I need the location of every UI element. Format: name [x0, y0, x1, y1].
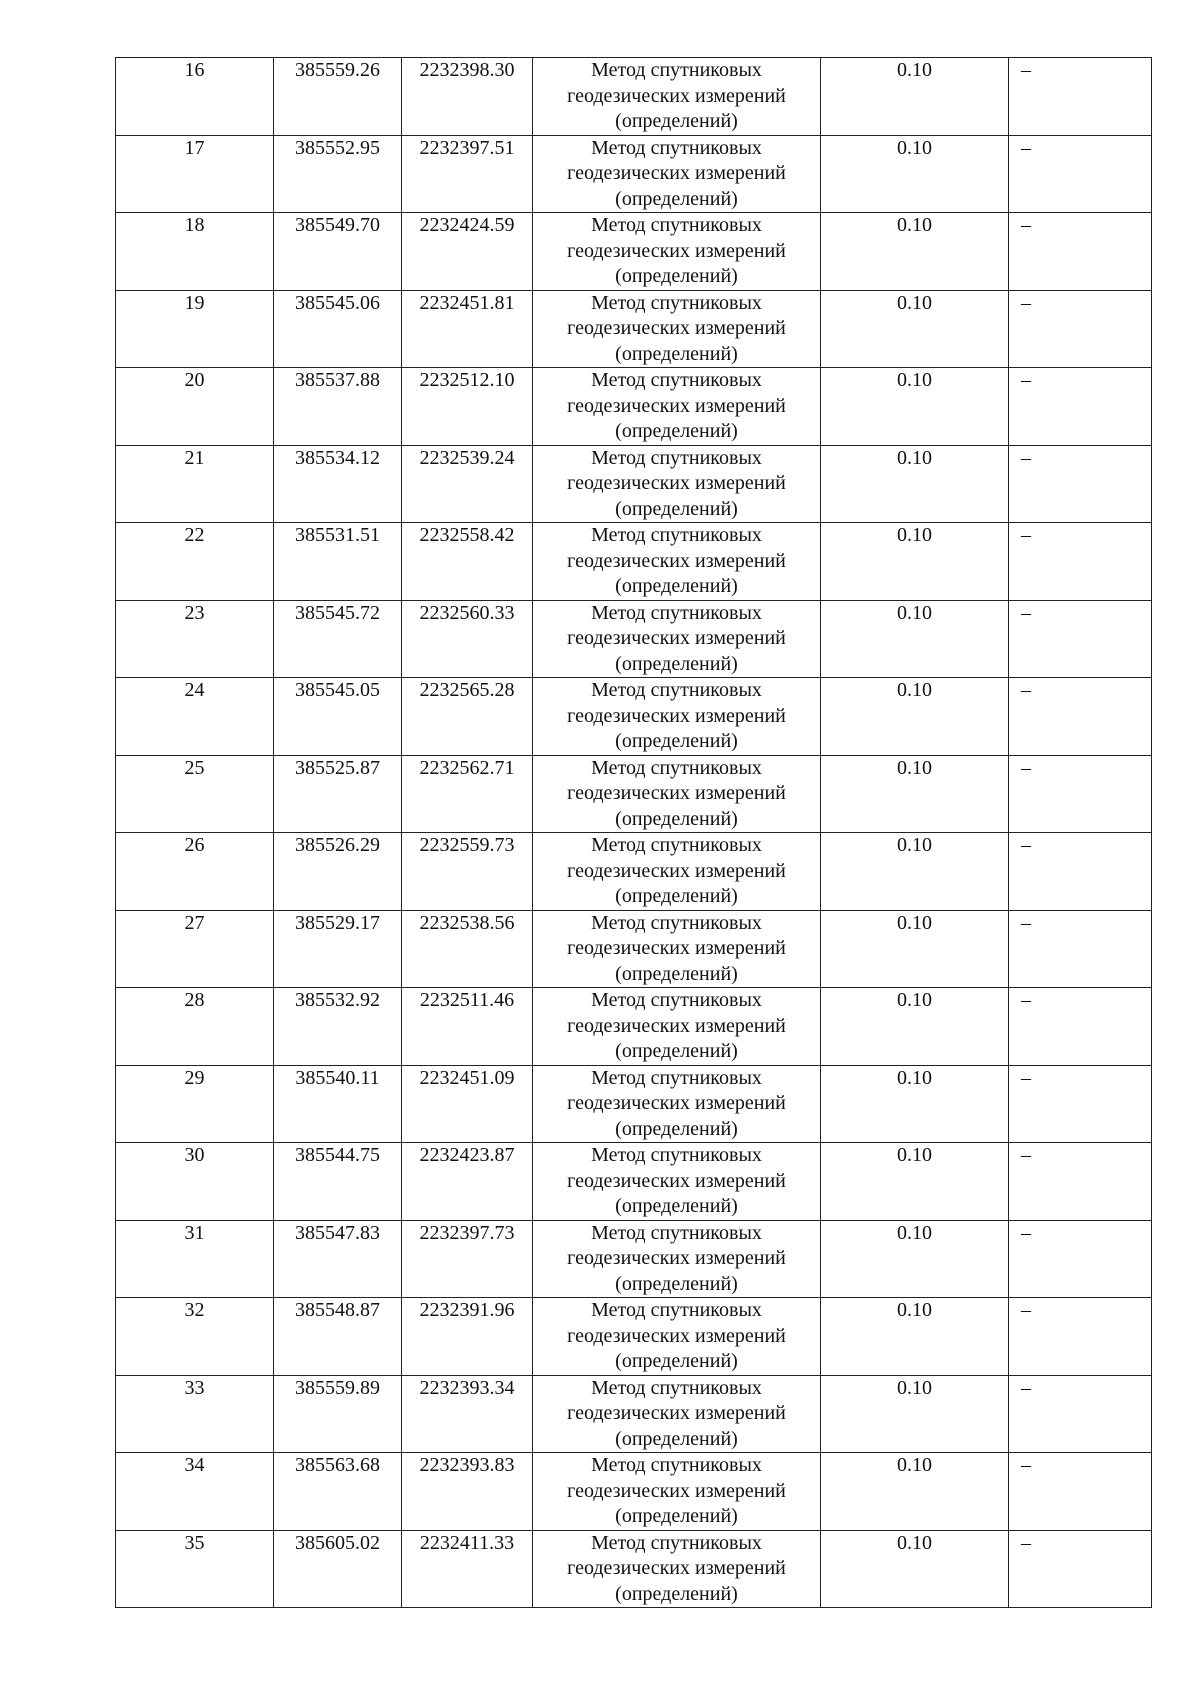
table-row	[116, 755, 1152, 833]
accuracy-cell: 0.10	[821, 988, 1009, 1066]
method-cell: Метод спутниковых геодезических измерений (определений)	[533, 1143, 821, 1221]
y-coordinate-cell: 2232538.56	[402, 910, 533, 988]
y-coordinate-cell: 2232398.30	[402, 58, 533, 136]
note-cell: –	[1009, 290, 1152, 368]
table-row	[116, 678, 1152, 756]
table-row	[116, 910, 1152, 988]
note-cell: –	[1009, 1375, 1152, 1453]
point-number-cell: 21	[116, 445, 274, 523]
table-row	[116, 1453, 1152, 1531]
y-coordinate-cell: 2232424.59	[402, 213, 533, 291]
accuracy-cell: 0.10	[821, 1375, 1009, 1453]
point-number-cell: 33	[116, 1375, 274, 1453]
y-coordinate-cell: 2232397.73	[402, 1220, 533, 1298]
x-coordinate-cell: 385532.92	[274, 988, 402, 1066]
note-cell: –	[1009, 988, 1152, 1066]
x-coordinate-cell: 385549.70	[274, 213, 402, 291]
accuracy-cell: 0.10	[821, 445, 1009, 523]
point-number-cell: 18	[116, 213, 274, 291]
accuracy-cell: 0.10	[821, 755, 1009, 833]
point-number-cell: 26	[116, 833, 274, 911]
note-cell: –	[1009, 678, 1152, 756]
note-cell: –	[1009, 1298, 1152, 1376]
method-cell: Метод спутниковых геодезических измерений (определений)	[533, 1375, 821, 1453]
method-cell: Метод спутниковых геодезических измерений (определений)	[533, 290, 821, 368]
note-cell: –	[1009, 910, 1152, 988]
method-cell: Метод спутниковых геодезических измерений (определений)	[533, 910, 821, 988]
y-coordinate-cell: 2232559.73	[402, 833, 533, 911]
accuracy-cell: 0.10	[821, 1220, 1009, 1298]
method-cell: Метод спутниковых геодезических измерений (определений)	[533, 678, 821, 756]
x-coordinate-cell: 385525.87	[274, 755, 402, 833]
y-coordinate-cell: 2232512.10	[402, 368, 533, 446]
method-cell: Метод спутниковых геодезических измерений (определений)	[533, 1530, 821, 1608]
accuracy-cell: 0.10	[821, 213, 1009, 291]
accuracy-cell: 0.10	[821, 368, 1009, 446]
note-cell: –	[1009, 213, 1152, 291]
method-cell: Метод спутниковых геодезических измерений (определений)	[533, 213, 821, 291]
coordinates-table	[115, 57, 1152, 1608]
accuracy-cell: 0.10	[821, 1530, 1009, 1608]
y-coordinate-cell: 2232393.34	[402, 1375, 533, 1453]
accuracy-cell: 0.10	[821, 135, 1009, 213]
note-cell: –	[1009, 1530, 1152, 1608]
accuracy-cell: 0.10	[821, 523, 1009, 601]
x-coordinate-cell: 385552.95	[274, 135, 402, 213]
y-coordinate-cell: 2232411.33	[402, 1530, 533, 1608]
point-number-cell: 25	[116, 755, 274, 833]
point-number-cell: 16	[116, 58, 274, 136]
method-cell: Метод спутниковых геодезических измерений (определений)	[533, 58, 821, 136]
method-cell: Метод спутниковых геодезических измерений (определений)	[533, 368, 821, 446]
point-number-cell: 31	[116, 1220, 274, 1298]
table-row	[116, 1298, 1152, 1376]
point-number-cell: 20	[116, 368, 274, 446]
table-row	[116, 600, 1152, 678]
table-row	[116, 135, 1152, 213]
point-number-cell: 19	[116, 290, 274, 368]
point-number-cell: 34	[116, 1453, 274, 1531]
note-cell: –	[1009, 368, 1152, 446]
method-cell: Метод спутниковых геодезических измерений (определений)	[533, 523, 821, 601]
accuracy-cell: 0.10	[821, 1298, 1009, 1376]
y-coordinate-cell: 2232560.33	[402, 600, 533, 678]
note-cell: –	[1009, 755, 1152, 833]
table-row	[116, 1220, 1152, 1298]
note-cell: –	[1009, 1453, 1152, 1531]
point-number-cell: 24	[116, 678, 274, 756]
method-cell: Метод спутниковых геодезических измерений (определений)	[533, 1065, 821, 1143]
accuracy-cell: 0.10	[821, 910, 1009, 988]
note-cell: –	[1009, 58, 1152, 136]
x-coordinate-cell: 385526.29	[274, 833, 402, 911]
accuracy-cell: 0.10	[821, 58, 1009, 136]
x-coordinate-cell: 385547.83	[274, 1220, 402, 1298]
table-row	[116, 1143, 1152, 1221]
table-row	[116, 58, 1152, 136]
y-coordinate-cell: 2232451.81	[402, 290, 533, 368]
y-coordinate-cell: 2232558.42	[402, 523, 533, 601]
y-coordinate-cell: 2232511.46	[402, 988, 533, 1066]
x-coordinate-cell: 385563.68	[274, 1453, 402, 1531]
method-cell: Метод спутниковых геодезических измерений (определений)	[533, 755, 821, 833]
x-coordinate-cell: 385559.26	[274, 58, 402, 136]
y-coordinate-cell: 2232423.87	[402, 1143, 533, 1221]
table-row	[116, 833, 1152, 911]
x-coordinate-cell: 385545.72	[274, 600, 402, 678]
accuracy-cell: 0.10	[821, 1143, 1009, 1221]
table-row	[116, 213, 1152, 291]
note-cell: –	[1009, 523, 1152, 601]
point-number-cell: 28	[116, 988, 274, 1066]
document-page	[115, 57, 1151, 1608]
table-row	[116, 290, 1152, 368]
point-number-cell: 23	[116, 600, 274, 678]
accuracy-cell: 0.10	[821, 678, 1009, 756]
method-cell: Метод спутниковых геодезических измерений (определений)	[533, 135, 821, 213]
y-coordinate-cell: 2232539.24	[402, 445, 533, 523]
table-row	[116, 445, 1152, 523]
method-cell: Метод спутниковых геодезических измерений (определений)	[533, 1453, 821, 1531]
table-row	[116, 988, 1152, 1066]
point-number-cell: 22	[116, 523, 274, 601]
point-number-cell: 35	[116, 1530, 274, 1608]
y-coordinate-cell: 2232451.09	[402, 1065, 533, 1143]
method-cell: Метод спутниковых геодезических измерений (определений)	[533, 988, 821, 1066]
coordinates-table-body	[116, 58, 1152, 1608]
note-cell: –	[1009, 1065, 1152, 1143]
x-coordinate-cell: 385544.75	[274, 1143, 402, 1221]
y-coordinate-cell: 2232565.28	[402, 678, 533, 756]
point-number-cell: 17	[116, 135, 274, 213]
method-cell: Метод спутниковых геодезических измерений (определений)	[533, 833, 821, 911]
x-coordinate-cell: 385605.02	[274, 1530, 402, 1608]
table-row	[116, 1375, 1152, 1453]
point-number-cell: 32	[116, 1298, 274, 1376]
x-coordinate-cell: 385534.12	[274, 445, 402, 523]
note-cell: –	[1009, 833, 1152, 911]
y-coordinate-cell: 2232393.83	[402, 1453, 533, 1531]
note-cell: –	[1009, 445, 1152, 523]
note-cell: –	[1009, 600, 1152, 678]
y-coordinate-cell: 2232397.51	[402, 135, 533, 213]
y-coordinate-cell: 2232391.96	[402, 1298, 533, 1376]
accuracy-cell: 0.10	[821, 600, 1009, 678]
table-row	[116, 1065, 1152, 1143]
accuracy-cell: 0.10	[821, 833, 1009, 911]
x-coordinate-cell: 385545.06	[274, 290, 402, 368]
point-number-cell: 29	[116, 1065, 274, 1143]
method-cell: Метод спутниковых геодезических измерений (определений)	[533, 1220, 821, 1298]
y-coordinate-cell: 2232562.71	[402, 755, 533, 833]
x-coordinate-cell: 385531.51	[274, 523, 402, 601]
point-number-cell: 30	[116, 1143, 274, 1221]
x-coordinate-cell: 385537.88	[274, 368, 402, 446]
method-cell: Метод спутниковых геодезических измерений (определений)	[533, 445, 821, 523]
x-coordinate-cell: 385559.89	[274, 1375, 402, 1453]
x-coordinate-cell: 385540.11	[274, 1065, 402, 1143]
table-row	[116, 523, 1152, 601]
method-cell: Метод спутниковых геодезических измерений (определений)	[533, 1298, 821, 1376]
note-cell: –	[1009, 135, 1152, 213]
method-cell: Метод спутниковых геодезических измерений (определений)	[533, 600, 821, 678]
accuracy-cell: 0.10	[821, 1453, 1009, 1531]
point-number-cell: 27	[116, 910, 274, 988]
table-row	[116, 368, 1152, 446]
table-row	[116, 1530, 1152, 1608]
note-cell: –	[1009, 1220, 1152, 1298]
x-coordinate-cell: 385545.05	[274, 678, 402, 756]
x-coordinate-cell: 385529.17	[274, 910, 402, 988]
x-coordinate-cell: 385548.87	[274, 1298, 402, 1376]
accuracy-cell: 0.10	[821, 290, 1009, 368]
note-cell: –	[1009, 1143, 1152, 1221]
accuracy-cell: 0.10	[821, 1065, 1009, 1143]
